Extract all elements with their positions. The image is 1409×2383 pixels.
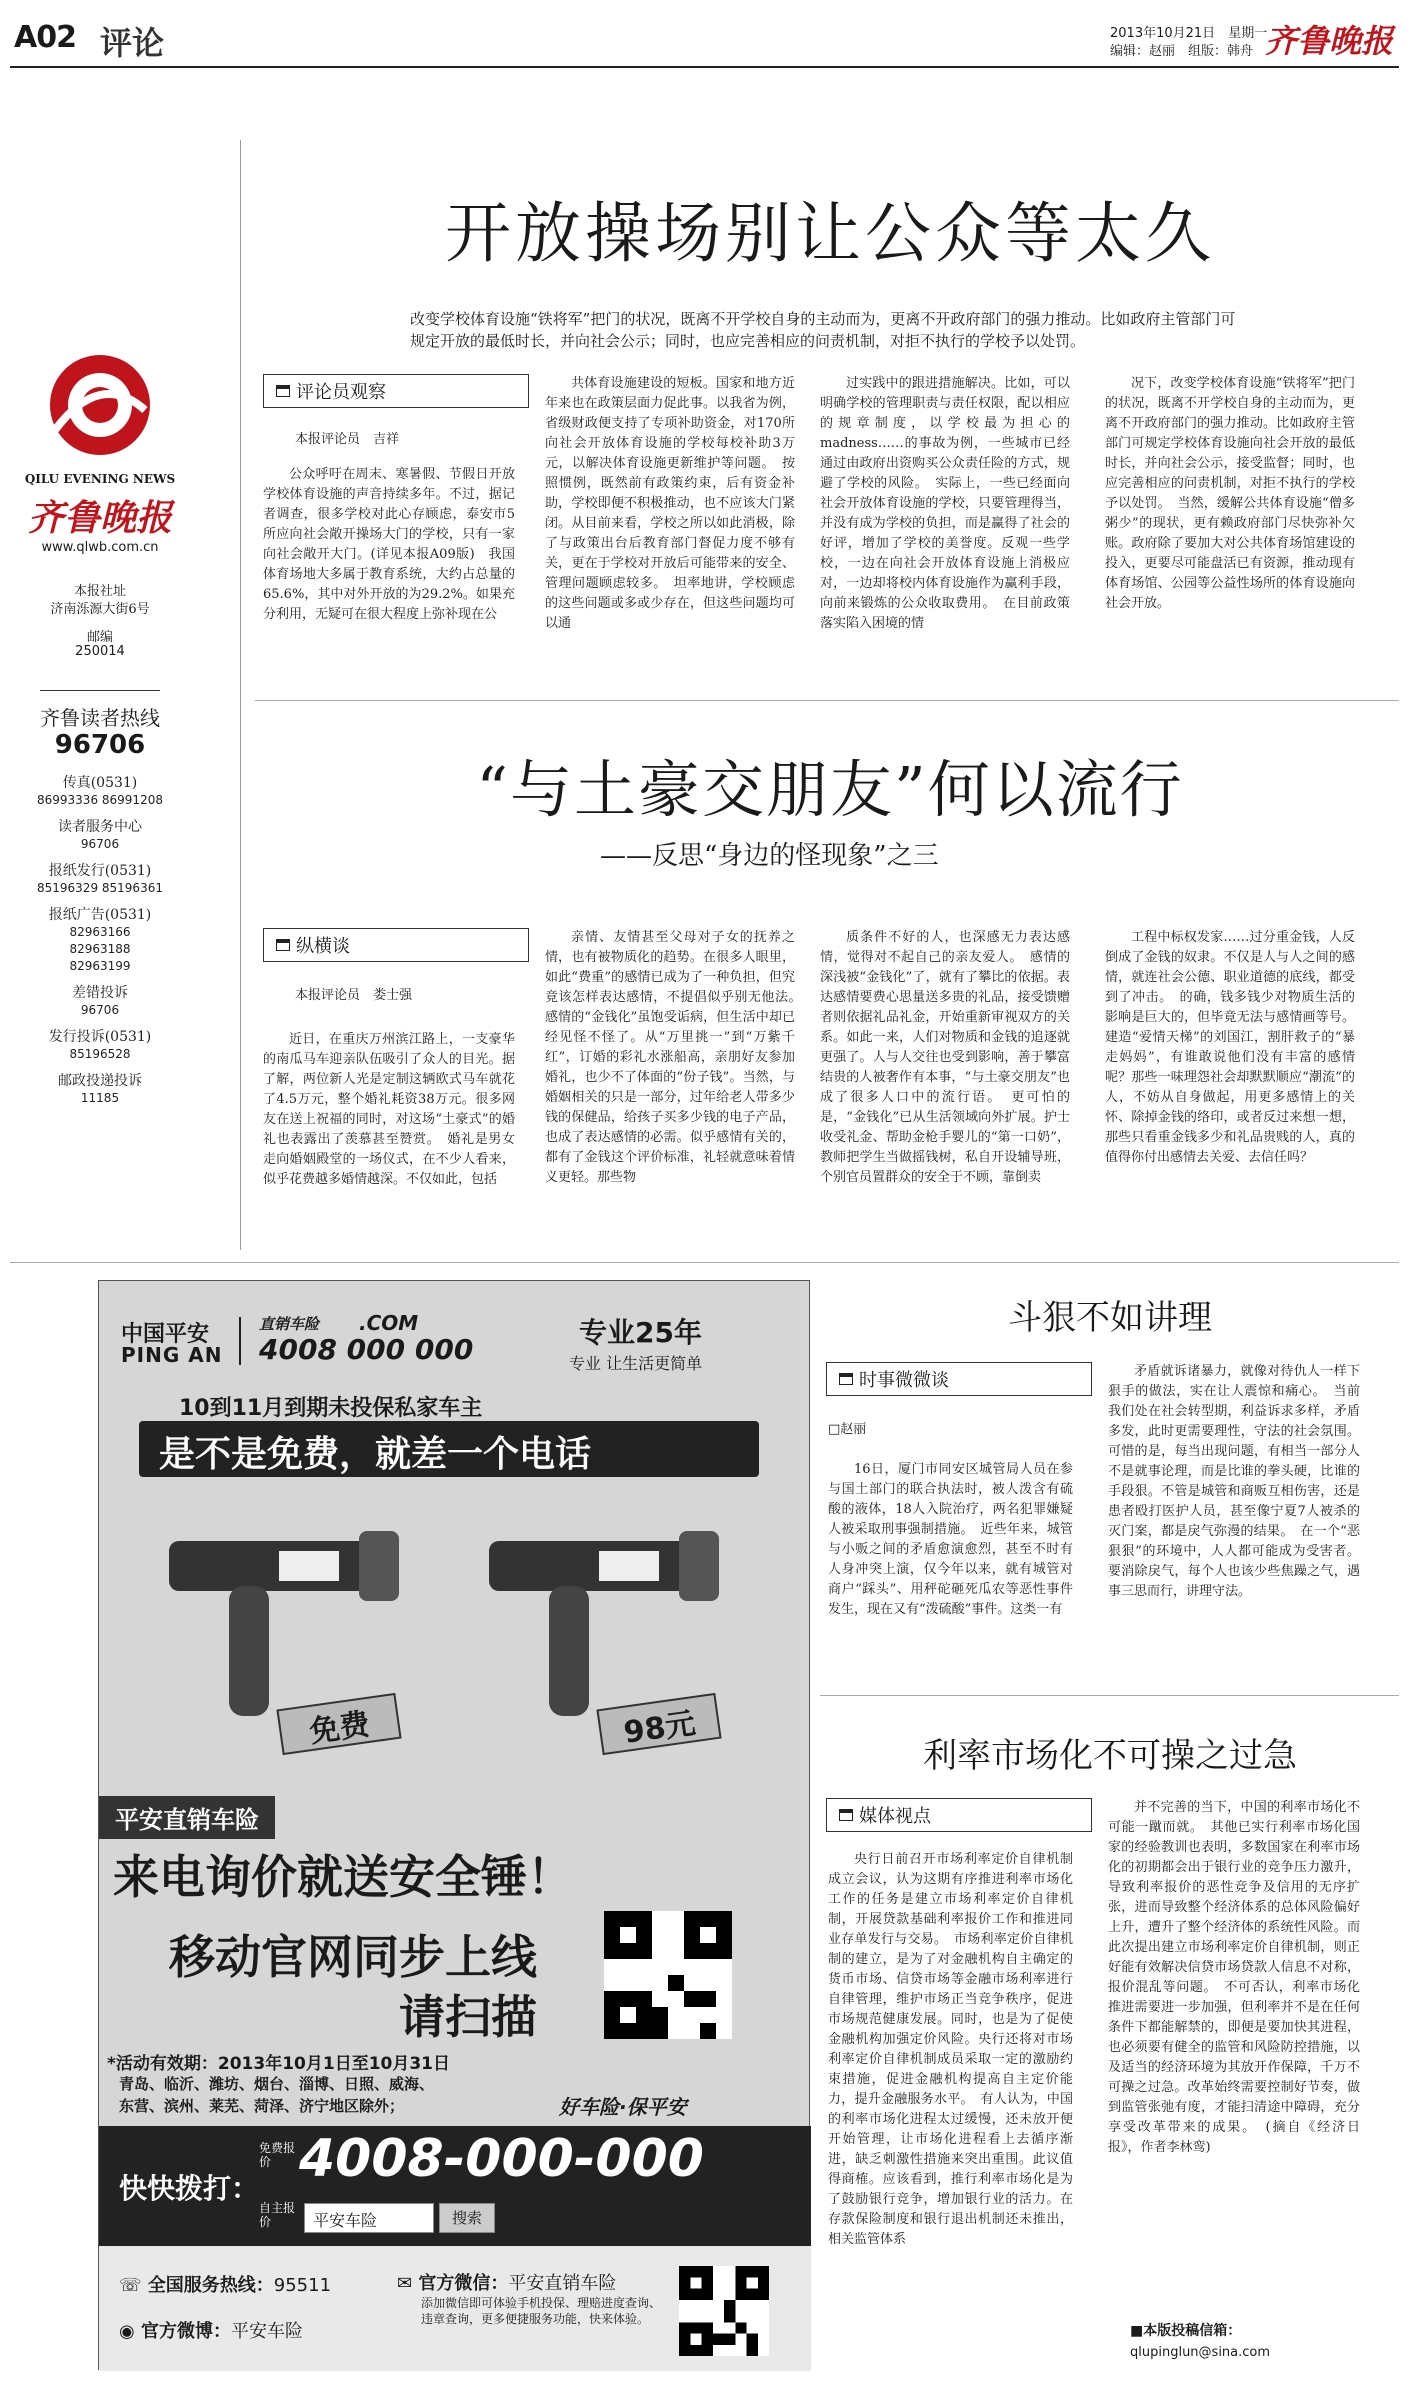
ad-slogan: 好车险·保平安 bbox=[559, 2095, 687, 2119]
weekday: 星期一 bbox=[1228, 26, 1268, 41]
ad-dotcom: .COM bbox=[359, 1311, 419, 1335]
ad-weibo-row bbox=[119, 2317, 303, 2343]
contact-item bbox=[10, 985, 190, 1019]
header-rule bbox=[10, 66, 1399, 68]
ad-online-1: 移动官网同步上线 bbox=[169, 1930, 537, 1984]
article1-rule bbox=[255, 700, 1399, 701]
contact-label: 差错投诉 bbox=[72, 985, 128, 1001]
tag-label: 媒体视点 bbox=[859, 1806, 931, 1827]
contacts-list bbox=[10, 775, 190, 1117]
phone-icon: ☏ bbox=[119, 2275, 148, 2296]
site-url[interactable]: www.qlwb.com.cn bbox=[41, 540, 159, 555]
article4-title: 利率市场化不可操之过急 bbox=[923, 1736, 1297, 1776]
qr-code-icon[interactable] bbox=[604, 1911, 732, 2039]
article1-lead: 改变学校体育设施“铁将军”把门的状况，既离不开学校自身的主动而为，更离不开政府部门的强力推动。比如政府主管部门可规定开放的最低时长，并向社会公示；同时，也应完善相应的问责机制，对拒不执行的学校予以处罚。 bbox=[410, 310, 1236, 350]
contact-item bbox=[10, 863, 190, 897]
ad-price-free: 免费 bbox=[276, 1693, 401, 1755]
ad-free-label: 免费报价 bbox=[259, 2141, 296, 2169]
article3-title: 斗狠不如讲理 bbox=[1008, 1298, 1212, 1338]
weibo-label: 官方微博： bbox=[140, 2321, 231, 2342]
ad-cities-2: 东营、滨州、莱芜、菏泽、济宁地区除外； bbox=[119, 2097, 405, 2115]
ad-price-98: 98元 bbox=[596, 1693, 721, 1755]
paragraph: 矛盾就诉诸暴力，就像对待仇人一样下狠手的做法，实在让人震惊和痛心。 当前我们处在社会转型期，利益诉求多样，矛盾多发，此时更需要理性，守法的社会氛围。可惜的是，每当出现问题，有相当一部分人不是就事论理，而是比谁的拳头硬，比谁的手段狠。不管是城管和商贩互相伤害，还是患者殴打医护人员，甚至像宁夏7人被杀的灭门案，都是戾气弥漫的结果。 在一个“恶狠狠”的环境中，人人都可能成为受害者。要消除戾气，每个人也该少些焦躁之气，遇事三思而行，讲理守法。 bbox=[1108, 1364, 1360, 1599]
contribute-box bbox=[1130, 2320, 1360, 2364]
paragraph: 近日，在重庆万州滨江路上，一支豪华的南瓜马车迎亲队伍吸引了众人的目光。据了解，两位新人光是定制这辆欧式马车就花了4.5万元，整个婚礼耗资38万元。很多网友在送上祝福的同时，对这场“土豪式”的婚礼也表露出了羡慕甚至赞赏。 婚礼是男女走向婚姻殿堂的一场仪式，在不少人看来，似乎花费越多婚情越深。不仅如此，包括 bbox=[263, 1032, 515, 1187]
wechat-value: 平安直销车险 bbox=[508, 2273, 617, 2294]
article2-col4 bbox=[1105, 928, 1355, 1248]
article3-author: □赵丽 bbox=[828, 1422, 867, 1437]
paragraph: 共体育设施建设的短板。国家和地方近年来也在政策层面力促此事。以我省为例，省级财政便支持了专项补助资金，对170所向社会开放体育设施的学校每校补助3万元，以解决体育设施更新维护等问题。 按照惯例，既然前有政策约束，后有资金补助，学校即便不积极推动，也不应该大门紧闭。从目前来看，学校之所以如此消极，除了与政策出台后教育部门督促力度不够有关，更在于学校对开放后可能带来的安全、管理问题顾虑较多。 坦率地讲，学校顾虑的这些问题或多或少存在，但这些问题均可以通 bbox=[545, 376, 795, 631]
contact-value: 86993336 86991208 bbox=[37, 793, 163, 807]
hotline-divider bbox=[40, 690, 160, 691]
article3-rule bbox=[820, 1695, 1399, 1696]
sidebar bbox=[10, 300, 190, 1150]
ad-brand-divider bbox=[239, 1317, 241, 1365]
logo-chinese: 齐鲁晚报 bbox=[27, 497, 172, 539]
header-editors: 编辑：赵丽 组版：韩舟 bbox=[1110, 44, 1254, 59]
ad-phone-big[interactable]: 4008-000-000 bbox=[299, 2129, 704, 2189]
wechat-icon: ✉ bbox=[397, 2273, 419, 2294]
paragraph: 公众呼吁在周末、寒暑假、节假日开放学校体育设施的声音持续多年。不过，据记者调查，很多学校对此心存顾虑，泰安市5所应向社会敞开操场大门的学校，只有一家向社会敞开大门。(详见本报A09版) 我国体育场地大多属于教育系统，大约占总量的65.6%，其中对外开放的为29.2%。如果充分利用，无疑可在很大程度上弥补现在公 bbox=[263, 467, 515, 622]
service-number: 95511 bbox=[273, 2275, 332, 2296]
ad-search-button[interactable]: 搜索 bbox=[439, 2203, 495, 2233]
article2-author: 本报评论员 娄士强 bbox=[295, 988, 413, 1003]
article2-col2 bbox=[545, 928, 809, 1248]
ad-years: 专业25年 bbox=[579, 1316, 702, 1349]
contact-label: 报纸发行(0531) bbox=[48, 863, 152, 879]
tag-label: 时事微微谈 bbox=[859, 1370, 949, 1391]
article2-title: “与土豪交朋友”何以流行 bbox=[476, 753, 1184, 826]
postcode: 250014 bbox=[75, 644, 125, 659]
weibo-icon: ◉ bbox=[119, 2321, 141, 2342]
wechat-label: 官方微信： bbox=[418, 2273, 509, 2294]
paragraph: 况下，改变学校体育设施“铁将军”把门的状况，既离不开学校自身的主动而为，更离不开政府部门的强力推动。比如政府主管部门可规定学校体育设施向社会开放的最低时长，并向社会公示，接受监督；同时，也应完善相应的问责机制，对拒不执行的学校予以处罚。 当然，缓解公共体育设施“僧多粥少”的现状，更有赖政府部门尽快弥补欠账。政府除了要加大对公共体育场馆建设的投入，更要尽可能盘活已有资源，推动现有体育场馆、公园等公益性场所的体育设施向社会开放。 bbox=[1105, 376, 1355, 611]
tag-icon bbox=[276, 385, 290, 397]
page-code: A02 bbox=[14, 20, 76, 55]
article1-author: 本报评论员 吉祥 bbox=[295, 432, 400, 447]
contact-value: 85196528 bbox=[69, 1047, 131, 1061]
ad-service-row bbox=[119, 2271, 331, 2297]
section-name: 评论 bbox=[100, 24, 165, 62]
contact-value: 85196329 85196361 bbox=[37, 881, 163, 895]
ad-brand-en: PING AN bbox=[121, 1343, 223, 1367]
tag-icon bbox=[276, 939, 290, 951]
article2-subtitle: ——反思“身边的怪现象”之三 bbox=[600, 841, 939, 871]
logo-english: QILU EVENING NEWS bbox=[24, 472, 176, 486]
ad-offer: 来电询价就送安全锤！ bbox=[113, 1850, 573, 1904]
logo-icon bbox=[45, 350, 155, 460]
paragraph: 过实践中的跟进措施解决。比如，可以明确学校的管理职责与责任权限，配以相应的规章制度，以学校最为担心的madness……的事故为例，一些城市已经通过由政府出资购买公众责任险的方式，规避了学校的风险。 实际上，一些已经面向社会开放体育设施的学校，只要管理得当，并没有成为学校的负担，而是赢得了社会的好评，增加了学校的美誉度。反观一些学校，一边在向社会开放体育设施上消极应对，一边却将校内体育设施作为赢利手段，向前来锻炼的公众收取费用。 在目前政策落实陷入困境的情 bbox=[820, 376, 1070, 631]
address: 济南泺源大街6号 bbox=[50, 602, 150, 617]
tag-label: 纵横谈 bbox=[296, 936, 350, 957]
ad-years-tagline: 专业 让生活更简单 bbox=[569, 1354, 703, 1373]
paragraph: 央行日前召开市场利率定价自律机制成立会议，认为这期有序推进利率市场化工作的任务是建立市场利率定价自律机制，开展贷款基础利率报价工作和推进同业存单发行与交易。 市场利率定价自律机制的建立，是为了对金融机构自主确定的货币市场、信贷市场等金融市场利率进行自律管理，维护市场正当竞争秩序，促进市场规范健康发展。同时，也是为了促使金融机构加强定价风险。央行还将对市场利率定价自律机制成员采取一定的激励约束措施，促进金融机构提高自主定价能力，提升金融服务水平。 有人认为，中国的利率市场化进程太过缓慢，还未放开便开始管理，让市场化进程看上去循序渐进，缺乏刺激性措施来突出重围。此议值得商榷。应该看到，推行利率市场化是为了鼓励银行竞争，增加银行业的活力。在存款保险制度和银行退出机制还未推出，相关监管体系 bbox=[828, 1852, 1073, 2247]
postcode-label: 邮编 bbox=[86, 630, 113, 645]
header-brand: 齐鲁晚报 bbox=[1265, 22, 1394, 60]
contact-item bbox=[10, 775, 190, 809]
ad-phone-logo: 4008 000 000 bbox=[259, 1333, 474, 1366]
contact-label: 读者服务中心 bbox=[58, 819, 142, 835]
ad-wechat-desc: 添加微信即可体验手机投保、理赔进度查询、违章查询，更多便捷服务功能，快来体验。 bbox=[421, 2296, 662, 2326]
contact-value: 96706 bbox=[80, 837, 120, 851]
contact-item bbox=[10, 907, 190, 975]
article1-col4 bbox=[1105, 374, 1355, 684]
article2-col1 bbox=[263, 1030, 515, 1248]
tag-label: 评论员观察 bbox=[296, 382, 386, 403]
contact-item bbox=[10, 1073, 190, 1107]
contact-label: 报纸广告(0531) bbox=[48, 907, 152, 923]
ad-cities-1: 青岛、临沂、潍坊、烟台、淄博、日照、威海、 bbox=[119, 2075, 435, 2093]
article4-tag bbox=[826, 1798, 1092, 1832]
paragraph: 16日，厦门市同安区城管局人员在参与国土部门的联合执法时，被人泼含有硫酸的液体，18人入院治疗，两名犯罪嫌疑人被采取刑事强制措施。 近些年来，城管与小贩之间的矛盾愈演愈烈，甚至不时有人身冲突上演，仅今年以来，就有城管对商户“踩头”、用秤砣砸死瓜农等恶性事件发生，现在又有“泼硫酸”事件。这类一有 bbox=[828, 1462, 1073, 1617]
tag-icon bbox=[839, 1809, 853, 1821]
ad-headline: 是不是免费，就差一个电话 bbox=[159, 1434, 592, 1475]
ad-online-2: 请扫描 bbox=[399, 1990, 537, 2044]
hotline-number: 96706 bbox=[54, 730, 146, 760]
contact-value: 82963166 82963188 82963199 bbox=[69, 925, 131, 973]
article1-tag bbox=[263, 374, 529, 408]
ad-self-label: 自主报价 bbox=[259, 2201, 296, 2229]
ad-brand-cn: 中国平安 bbox=[121, 1322, 210, 1347]
ad-dial-label: 快快拨打： bbox=[119, 2172, 260, 2205]
paragraph: 工程中标权发家……过分重金钱，人反倒成了金钱的奴隶。不仅是人与人之间的感情，就连社会公德、职业道德的底线，都受到了冲击。 的确，钱多钱少对物质生活的影响是巨大的，但毕竟无法与感情画等号。建造“爱情天梯”的刘国江，割肝救子的“暴走妈妈”，有谁敢说他们没有丰富的感情呢？那些一味理怨社会却默默顺应“潮流”的人，不妨从自身做起，用更多感情上的关怀、除掉金钱的络印，或者反过来想一想，那些只看重金钱多少和礼品贵贱的人，真的值得你付出感情去关爱、去信任吗？ bbox=[1105, 930, 1355, 1165]
article1-col1 bbox=[263, 465, 515, 685]
service-label: 全国服务热线： bbox=[147, 2275, 274, 2296]
article2-col3 bbox=[820, 928, 1070, 1248]
weibo-value: 平安车险 bbox=[230, 2321, 303, 2342]
contact-label: 传真(0531) bbox=[62, 775, 138, 791]
article4-col2 bbox=[1108, 1798, 1360, 2313]
paragraph: 质条件不好的人，也深感无力表达感情，觉得对不起自己的亲友爱人。 感情的深浅被“金钱化”了，就有了攀比的依据。表达感情要费心思量送多贵的礼品，接受馈赠者则依据礼品礼金，开始重新审视双方的关系。如此一来，人们对物质和金钱的追逐就更强了。人与人交往也受到影响，善于攀富结贵的人被奢作有本事，“与土豪交朋友”也成了很多人口中的流行语。 更可怕的是，“金钱化”已从生活领域向外扩展。护士收受礼金、帮助金枪手婴儿的“第一口奶”，教师把学生当做摇钱树，私自开设辅导班，个别官员置群众的安全于不顾，靠倒卖 bbox=[820, 930, 1070, 1185]
article1-col2 bbox=[545, 374, 795, 684]
article3-tag bbox=[826, 1362, 1092, 1396]
paragraph: 并不完善的当下，中国的利率市场化不可能一蹴而就。 其他已实行利率市场化国家的经验教训也表明，多数国家在利率市场化的初期都会出于银行业的竞争压力激升，导致利率报价的恶性竞争及信用的无序扩张，进而导致整个经济体系的总体风险偏好上升，遭升了整个经济体的系统性风险。而此次提出建立市场利率定价自律机制，则正好能有效解决信贷市场贷款人信息不对称，报价混乱等问题。 不可否认，利率市场化推进需要进一步加强，但利率并不是在任何条件下都能解禁的，即便是要加快其进程，也必须要有健全的监管和风险防控措施，以及适当的经济环境为其放开作保障，千万不可操之过急。改革始终需要控制好节奏，做到监管张弛有度，才能扫清途中障碍，充分享受改革带来的成果。 (摘自《经济日报》，作者李林鸾) bbox=[1108, 1800, 1360, 2155]
contribute-email[interactable]: qlupinglun@sina.com bbox=[1130, 2345, 1271, 2360]
ad-sub-brand: 平安直销车险 bbox=[99, 1796, 275, 1839]
article1-col3 bbox=[820, 374, 1070, 684]
address-label: 本报社址 bbox=[73, 584, 126, 599]
contact-value: 96706 bbox=[80, 1003, 120, 1017]
contact-item bbox=[10, 1029, 190, 1063]
ad-banner-top: 10到11月到期未投保私家车主 bbox=[179, 1396, 483, 1421]
article3-col2 bbox=[1108, 1362, 1360, 1680]
contact-label: 发行投诉(0531) bbox=[48, 1029, 152, 1045]
hotline-label: 齐鲁读者热线 bbox=[40, 706, 160, 730]
date: 2013年10月21日 bbox=[1110, 26, 1216, 41]
qr-code-icon[interactable] bbox=[679, 2266, 769, 2356]
ad-search-input[interactable]: 平安车险 bbox=[304, 2203, 434, 2233]
article3-col1 bbox=[828, 1460, 1073, 1680]
tag-icon bbox=[839, 1373, 853, 1385]
paragraph: 亲情、友情甚至父母对子女的抚养之情，也有被物质化的趋势。在很多人眼里，如此“费重”的感情已成为了一种负担，但究竟该怎样表达感情，不提倡似乎别无他法。 感情的“金钱化”虽饱受诟病，但生活中却已经见怪不怪了。从“万里挑一”到“万紫千红”，订婚的彩礼水涨船高，亲朋好友参加婚礼，也少不了体面的“份子钱”。当然，与婚姻相关的只是一部分，过年给老人带多少钱的保健品，给孩子买多少钱的电子产品，也成了表达感情的必需。似乎感情有关的，都有了金钱这个评价标准，礼轻就意味着情义更轻。那些物 bbox=[545, 930, 809, 1185]
article2-rule bbox=[10, 1262, 1399, 1263]
contribute-label: ■本版投稿信箱： bbox=[1130, 2323, 1242, 2339]
contact-item bbox=[10, 819, 190, 853]
ad-direct-label: 直销车险 bbox=[259, 1315, 320, 1333]
ad-wechat-row bbox=[397, 2269, 616, 2295]
article4-col1 bbox=[828, 1850, 1073, 2365]
header-date bbox=[1110, 22, 1267, 41]
contact-label: 邮政投递投诉 bbox=[58, 1073, 142, 1089]
article2-tag bbox=[263, 928, 529, 962]
article1-title: 开放操场别让公众等太久 bbox=[445, 195, 1215, 272]
ad-panel bbox=[98, 1280, 810, 2370]
contact-value: 11185 bbox=[80, 1091, 120, 1105]
sidebar-divider bbox=[240, 140, 241, 1250]
ad-period: *活动有效期：2013年10月1日至10月31日 bbox=[107, 2054, 451, 2074]
